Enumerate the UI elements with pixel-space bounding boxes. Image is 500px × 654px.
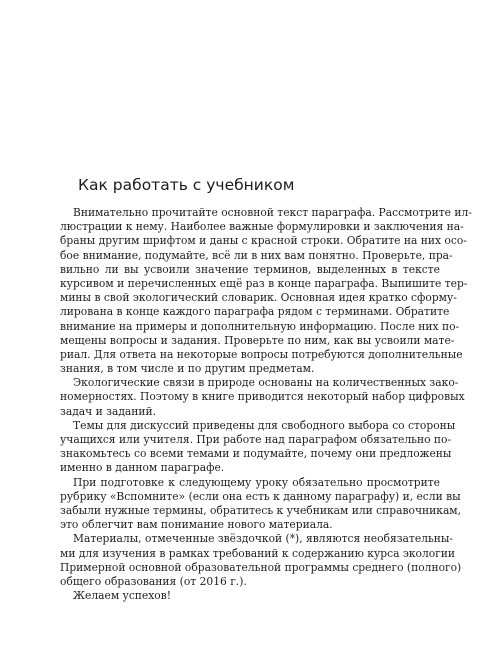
text-line: Материалы, отмеченные звёздочкой (*), являются необязательны- (73, 532, 454, 546)
text-line: вильно ли вы усвоили значение терминов, выделенных в тексте (60, 262, 440, 276)
text-line: учащихся или учителя. При работе над параграфом обязательно по- (60, 433, 452, 446)
text-line: Примерной основной образовательной программы среднего (полного) (60, 560, 462, 574)
text-line: номерностях. Поэтому в книге приводится некоторый набор цифровых (60, 390, 465, 404)
text-line: общего образования (от 2016 г.). (60, 574, 247, 588)
text-line: именно в данном параграфе. (60, 461, 225, 475)
text-line: Желаем успехов! (73, 589, 172, 603)
paragraph-lesson-preparation (60, 475, 462, 533)
text-line: рубрику «Вспомните» (если она есть к данному параграфу) и, если вы (60, 489, 461, 503)
text-line: риал. Для ответа на некоторые вопросы потребуются дополнительные (60, 347, 463, 361)
paragraph-closing (60, 589, 440, 603)
body-text (60, 206, 472, 603)
text-line: мещены вопросы и задания. Проверьте по ним, как вы усвоили мате- (60, 333, 455, 347)
text-line: курсивом и перечисленных ещё раз в конце параграфа. Выпишите тер- (60, 276, 468, 290)
text-line: мины в свой экологический словарик. Основная идея кратко сформу- (60, 291, 457, 305)
text-line: это облегчит вам понимание нового материала. (60, 518, 333, 532)
text-line: браны другим шрифтом и даны с красной строки. Обратите на них осо- (60, 234, 467, 248)
text-line: Темы для дискуссий приведены для свободного выбора со стороны (73, 418, 456, 432)
paragraph-ecological-tasks (60, 376, 465, 419)
text-line: При подготовке к следующему уроку обязательно просмотрите (73, 475, 440, 489)
paragraph-instructions (60, 206, 472, 376)
text-line: Экологические связи в природе основаны на количественных зако- (73, 376, 459, 390)
paragraph-discussion-topics (60, 418, 456, 476)
text-line: бое внимание, подумайте, всё ли в них вам понятно. Проверьте, пра- (60, 248, 453, 262)
section-heading: Как работать с учебником (78, 176, 295, 194)
text-line: знания, в том числе и по другим предметам. (60, 362, 315, 376)
text-line: внимание на примеры и дополнительную информацию. После них по- (60, 319, 460, 333)
text-line: задач и заданий. (60, 404, 157, 418)
text-line: забыли нужные термины, обратитесь к учебникам или справочникам, (60, 503, 462, 517)
text-line: люстрации к нему. Наиболее важные формулировки и заключения на- (60, 220, 464, 234)
paragraph-optional-materials (60, 532, 462, 589)
text-line: ми для изучения в рамках требований к содержанию курса экологии (60, 546, 456, 560)
text-line: лирована в конце каждого параграфа рядом с терминами. Обратите (60, 305, 450, 319)
text-line: Внимательно прочитайте основной текст параграфа. Рассмотрите ил- (73, 206, 472, 219)
text-line: знакомьтесь со всеми темами и подумайте, почему они предложены (60, 447, 452, 461)
